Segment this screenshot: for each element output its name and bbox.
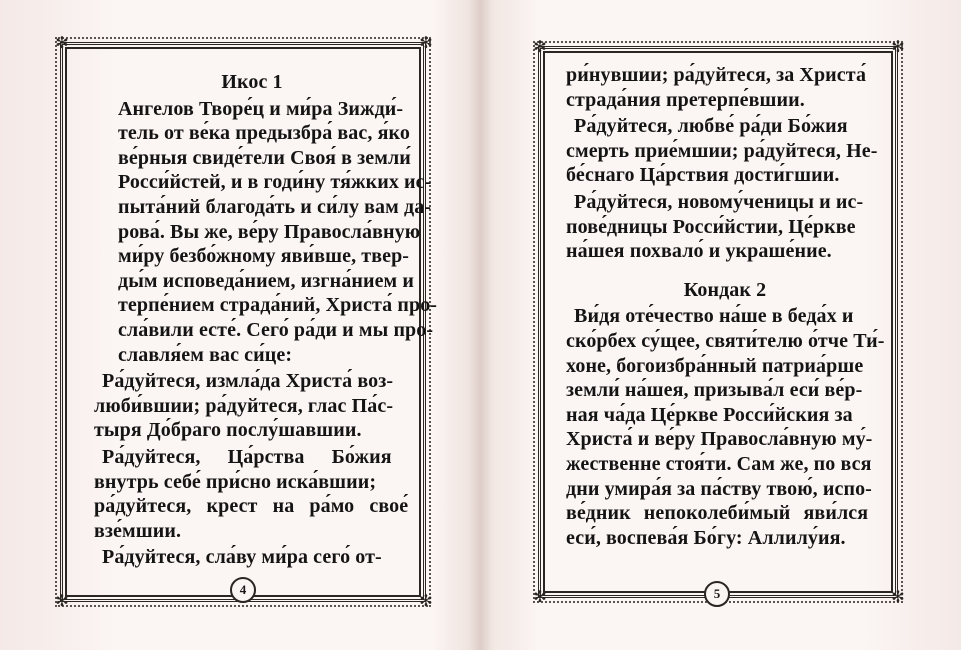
text-line: ри́нувшии; ра́дуйтеся, за Христа́: [566, 64, 867, 86]
page-number-badge: 5: [704, 581, 730, 607]
corner-ornament-icon: ✻: [533, 39, 547, 56]
text-line: внутрь себе́ при́сно иска́вшии;: [94, 470, 377, 493]
text-line: терпе́нием страда́ний, Христа́ про-: [118, 294, 438, 317]
text-line: Ви́дя оте́чество на́ше в беда́х и: [574, 305, 854, 328]
text-line: страда́ния претерпе́вшии.: [566, 88, 805, 111]
text-line: тыря До́браго послу́шавшии.: [94, 419, 362, 442]
ikos-body: [94, 97, 438, 368]
text-line: рова́. Вы же, ве́ру Правосла́вную: [118, 220, 421, 243]
text-line: дни умира́я за па́ству твою́, испо-: [566, 477, 872, 500]
text-line: пове́дницы Росси́йстии, Це́ркве: [566, 215, 856, 238]
text-line: Ра́дуйтеся, любве́ ра́ди Бо́жия: [574, 115, 848, 138]
kontakion-heading: Кондак 2: [683, 278, 767, 301]
text-line: Ра́дуйтеся, измла́да Христа́ воз-: [102, 370, 394, 393]
text-line: Ра́дуйтеся, Ца́рства Бо́жия: [102, 445, 392, 468]
text-line: ве́рныя свиде́тели Своя́ в земли́: [118, 146, 411, 169]
text-line: взе́мшии.: [94, 519, 182, 542]
text-line: ско́рбех су́щее, святи́телю о́тче Ти́-: [566, 329, 885, 352]
corner-ornament-icon: ✻: [55, 593, 69, 610]
rejoice-paragraph: [566, 114, 884, 188]
corner-ornament-icon: ✻: [891, 589, 905, 606]
right-page-text: [566, 63, 884, 550]
corner-ornament-icon: ✻: [533, 589, 547, 606]
continued-paragraph: [566, 63, 884, 112]
corner-ornament-icon: ✻: [419, 593, 433, 610]
ikos-heading: Икос 1: [221, 71, 283, 93]
text-line: ми́ру безбо́жному яви́вше, твер-: [118, 245, 410, 268]
corner-ornament-icon: ✻: [419, 35, 433, 52]
kontakion-body: [566, 304, 884, 550]
book-gutter: [468, 0, 494, 650]
text-line: сла́вили есте́. Сего́ ра́ди и мы про-: [118, 318, 434, 341]
corner-ornament-icon: ✻: [55, 35, 69, 52]
text-line: ная ча́да Це́ркве Росси́йския за: [566, 403, 853, 426]
text-line: хоне, богоизбра́нный патриа́рше: [566, 354, 864, 377]
text-line: ды́м исповеда́нием, изгна́нием и: [118, 269, 414, 292]
text-line: ве́дник непоколеби́мый яви́лся: [566, 502, 869, 525]
text-line: на́шея похвало́ и украше́ние.: [566, 240, 832, 263]
text-line: жественне стоя́ти. Сам же, по вся: [566, 452, 872, 475]
text-line: Ра́дуйтеся, сла́ву ми́ра сего́ от-: [102, 546, 382, 569]
left-page-text: [94, 70, 438, 570]
text-line: Ангелов Творе́ц и ми́ра Зижди́-: [118, 97, 404, 120]
text-line: бе́снаго Ца́рствия дости́гшии.: [566, 164, 840, 187]
text-line: люби́вшии; ра́дуйтеся, глас Па́с-: [94, 394, 394, 417]
text-line: Ра́дуйтеся, новому́ченицы и ис-: [574, 190, 864, 213]
text-line: пыта́ний благода́ть и си́лу вам да-: [118, 195, 432, 218]
rejoice-paragraph: [566, 190, 884, 264]
rejoice-paragraph: [94, 545, 410, 570]
text-line: смерть прие́мшии; ра́дуйтеся, Не-: [566, 139, 878, 162]
text-line: Росси́йстей, и в годи́ну тя́жких ис-: [118, 171, 432, 194]
text-line: еси́, воспева́я Бо́гу: Аллилу́ия.: [566, 526, 846, 549]
rejoice-paragraph: [94, 369, 410, 443]
text-line: славля́ем вас си́це:: [118, 343, 293, 366]
text-line: земли́ на́шея, призыва́л еси́ ве́р-: [566, 379, 863, 402]
text-line: тель от ве́ка предызбра́ вас, я́ко: [118, 122, 410, 145]
rejoice-paragraph: [94, 445, 410, 543]
corner-ornament-icon: ✻: [891, 39, 905, 56]
text-line: Христа́ и ве́ру Правосла́вную му́-: [566, 428, 873, 451]
text-line: ра́дуйтеся, крест на ра́мо свое́: [94, 495, 409, 518]
page-number-badge: 4: [230, 577, 256, 603]
